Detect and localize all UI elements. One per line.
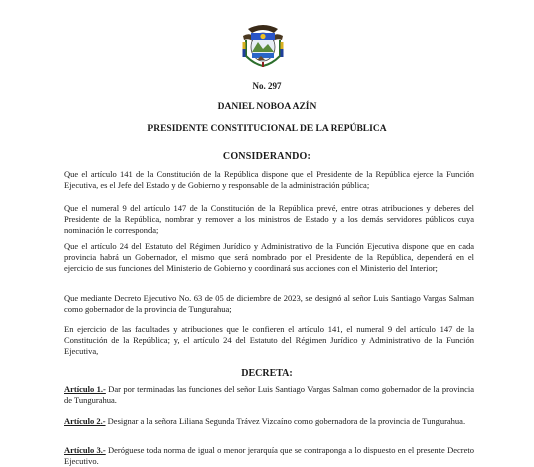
- article-1-label: Artículo 1.-: [64, 384, 106, 394]
- article-1: [64, 384, 474, 406]
- article-2-text: Designar a la señora Liliana Segunda Trávez Vizcaíno como gobernadora de la provincia de Tungurahua.: [105, 416, 466, 426]
- whereas-clause-2: Que el numeral 9 del artículo 147 de la Constitución de la República prevé, entre otras atribuciones y deberes del Presidente de la República, nombrar y remover a los ministros de Estado y a los demás servidores públicos cuya nominación le corresponda;: [64, 203, 474, 235]
- article-3: [64, 445, 474, 467]
- president-office: PRESIDENTE CONSTITUCIONAL DE LA REPÚBLICA: [147, 124, 387, 134]
- decree-heading: DECRETA:: [241, 368, 293, 379]
- ecuador-coat-of-arms-icon: [240, 22, 286, 68]
- president-name: DANIEL NOBOA AZÍN: [217, 102, 317, 112]
- article-1-text: Dar por terminadas las funciones del señor Luis Santiago Vargas Salman como gobernador de la provincia de Tungurahua.: [64, 384, 474, 405]
- article-2-label: Artículo 2.-: [64, 416, 106, 426]
- whereas-clause-1: Que el artículo 141 de la Constitución de la República dispone que el Presidente de la República ejerce la Función Ejecutiva, es el Jefe del Estado y de Gobierno y responsable de la administración pública;: [64, 169, 474, 190]
- considering-heading: CONSIDERANDO:: [222, 151, 312, 162]
- whereas-clause-5: En ejercicio de las facultades y atribuciones que le confieren el artículo 141, el numeral 9 del artículo 147 de la Constitución de la República; y, el artículo 24 del Estatuto del Régimen Jurídico y Administrativo de la Función Ejecutiva,: [64, 324, 474, 356]
- whereas-clause-3: Que el artículo 24 del Estatuto del Régimen Jurídico y Administrativo de la Función Ejecutiva dispone que en cada provincia habrá un Gobernador, el mismo que será nombrado por el Presidente de la República, dependerá en el ejercicio de sus funciones del Ministerio de Gobierno y coordinará sus acciones con el Ministerio del Interior;: [64, 241, 474, 273]
- article-2: [64, 416, 474, 427]
- article-3-text: Deróguese toda norma de igual o menor jerarquía que se contraponga a lo dispuesto en el presente Decreto Ejecutivo.: [64, 445, 474, 466]
- article-3-label: Artículo 3.-: [64, 445, 106, 455]
- decree-number: No. 297: [252, 81, 282, 91]
- whereas-clause-4: Que mediante Decreto Ejecutivo No. 63 de 05 de diciembre de 2023, se designó al señor Luis Santiago Vargas Salman como gobernador de la provincia de Tungurahua;: [64, 293, 474, 314]
